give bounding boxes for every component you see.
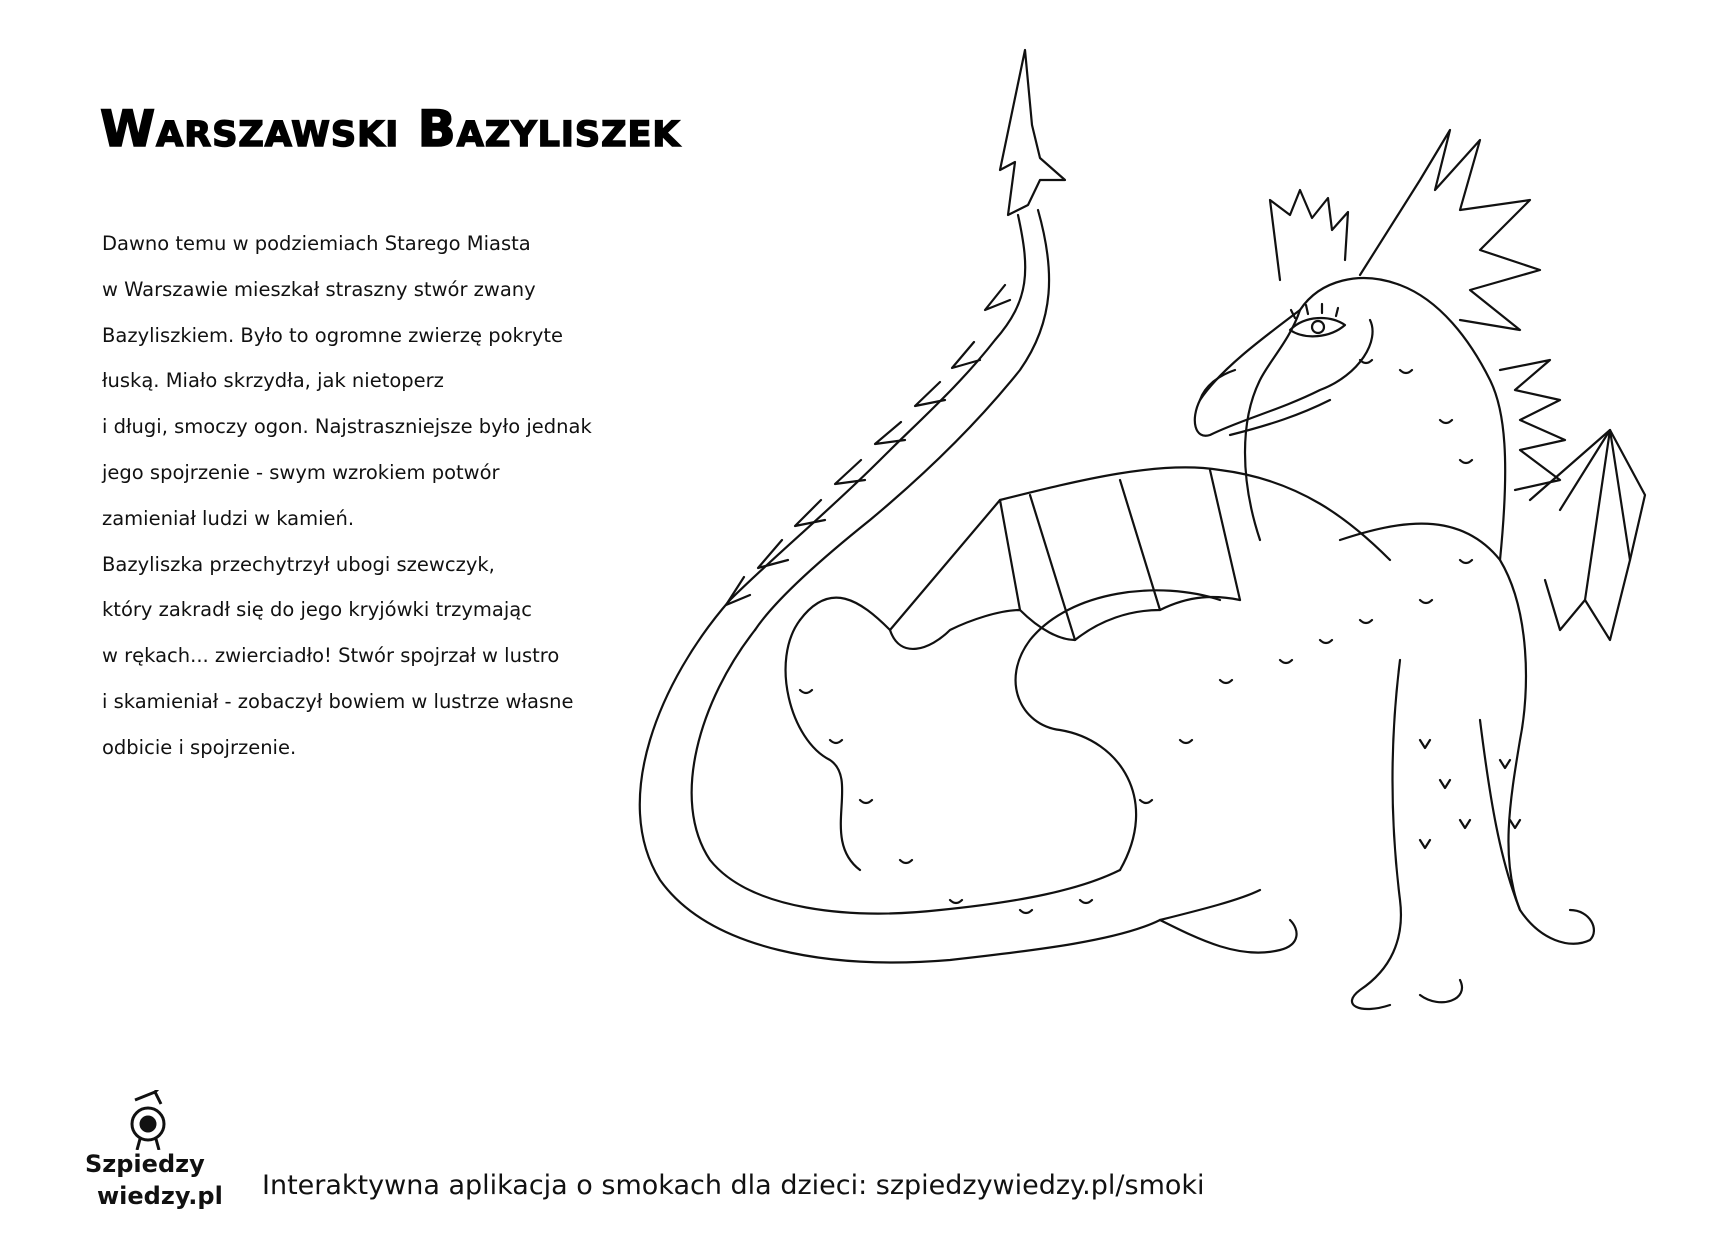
story-line: który zakradł się do jego kryjówki trzymając	[102, 598, 532, 622]
head-crest	[1270, 190, 1348, 280]
story-text	[102, 221, 662, 771]
head-frill	[1360, 130, 1540, 330]
front-leg	[1352, 660, 1462, 1009]
tail-tip	[1000, 50, 1065, 215]
neck-spikes	[1500, 360, 1565, 490]
story-line: odbicie i spojrzenie.	[102, 735, 297, 759]
page-title: Warszawski Bazyliszek	[100, 100, 681, 158]
back-wing-ribs	[1560, 430, 1630, 600]
footer-text: Interaktywna aplikacja o smokach dla dzieci: szpiedzywiedzy.pl/smoki	[262, 1170, 1205, 1201]
eye-pupil	[1312, 321, 1324, 333]
wing-fingers	[890, 470, 1240, 640]
story-line: w rękach... zwierciadło! Stwór spojrzał w lustro	[102, 644, 560, 668]
story-line: w Warszawie mieszkał straszny stwór zwany	[102, 277, 536, 301]
snout	[1200, 370, 1235, 400]
story-line: Bazyliszkiem. Było to ogromne zwierzę pokryte	[102, 323, 564, 347]
logo-text-line2: wiedzy.pl	[97, 1182, 223, 1210]
story-line: Dawno temu w podziemiach Starego Miasta	[102, 232, 531, 255]
tail-upper-outer	[730, 215, 1025, 600]
hind-foot	[1160, 920, 1297, 953]
scales	[800, 360, 1520, 913]
tail-loop-inner	[692, 630, 1120, 913]
body-back	[1340, 524, 1526, 910]
story-line: Bazyliszka przechytrzył ubogi szewczyk,	[102, 552, 495, 576]
brand-logo	[85, 1090, 235, 1220]
spy-eye-icon	[125, 1090, 171, 1150]
story-line: łuską. Miało skrzydła, jak nietoperz	[102, 369, 444, 393]
mouth-line	[1230, 400, 1330, 435]
tail-spikes	[726, 285, 1010, 605]
body-base	[1160, 890, 1260, 920]
logo-text-line1: Szpiedzy	[85, 1150, 205, 1178]
tail-upper-inner	[755, 210, 1049, 630]
back-leg	[1480, 720, 1594, 944]
story-line: i skamieniał - zobaczył bowiem w lustrze własne	[102, 689, 574, 713]
story-line: i długi, smoczy ogon. Najstraszniejsze było jednak	[102, 415, 592, 439]
tail-loop-outer	[640, 600, 1160, 962]
back-wing	[1530, 430, 1645, 640]
wing-lower	[786, 620, 860, 870]
dragon-outline-icon	[600, 40, 1680, 1120]
story-line: jego spojrzenie - swym wzrokiem potwór	[102, 460, 500, 484]
wing-top	[1000, 467, 1390, 560]
story-line: zamieniał ludzi w kamień.	[102, 506, 355, 530]
body-front	[1016, 590, 1220, 870]
head-jaw	[1195, 310, 1373, 436]
